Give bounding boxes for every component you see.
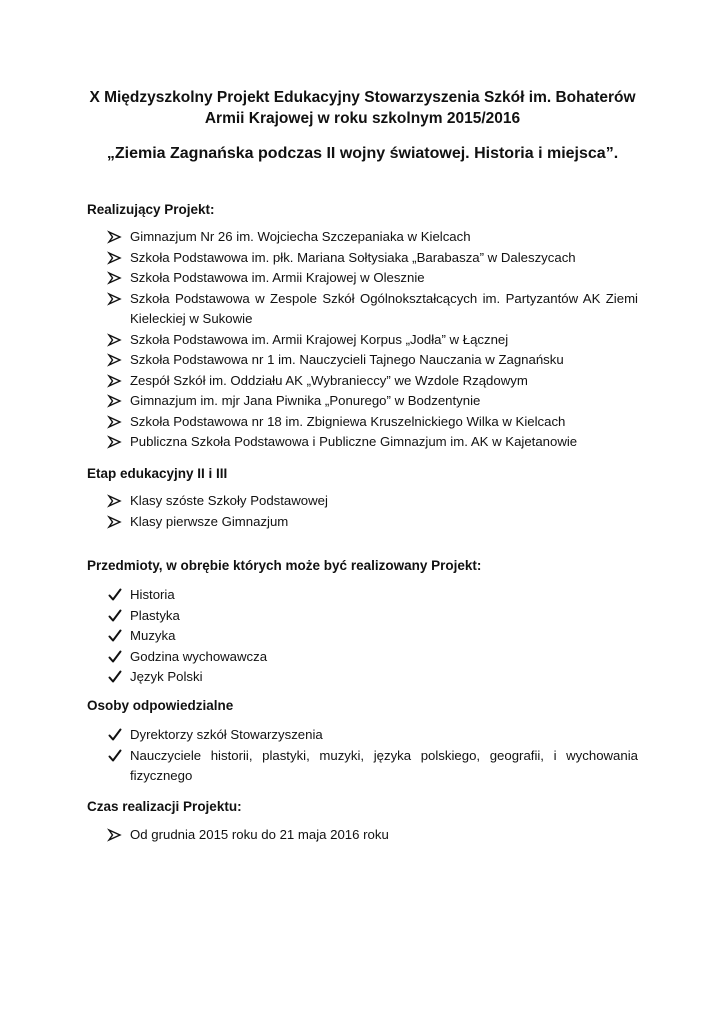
arrowhead-bullet-icon	[107, 825, 123, 845]
document-title-line-2: Armii Krajowej w roku szkolnym 2015/2016	[204, 110, 521, 127]
arrowhead-bullet-icon	[107, 289, 123, 309]
arrowhead-bullet-icon	[107, 432, 123, 452]
arrowhead-bullet-icon	[107, 371, 123, 391]
list-item: Godzina wychowawcza	[87, 647, 638, 668]
list-item: Szkoła Podstawowa w Zespole Szkół Ogólnokształcących im. Partyzantów AK Ziemi Kieleckiej w Sukowie	[87, 289, 638, 330]
list-item: Od grudnia 2015 roku do 21 maja 2016 roku	[87, 825, 638, 846]
arrowhead-bullet-icon	[107, 330, 123, 350]
section-heading-implementers: Realizujący Projekt:	[87, 202, 215, 217]
checkmark-bullet-icon	[107, 725, 123, 745]
list-item: Muzyka	[87, 626, 638, 647]
list-item: Dyrektorzy szkół Stowarzyszenia	[87, 725, 638, 746]
document-title	[60, 87, 665, 129]
list-item: Szkoła Podstawowa im. płk. Mariana Sołtysiaka „Barabasza” w Daleszycach	[87, 248, 638, 269]
checkmark-bullet-icon	[107, 585, 123, 605]
list-item: Szkoła Podstawowa nr 1 im. Nauczycieli Tajnego Nauczania w Zagnańsku	[87, 350, 638, 371]
checkmark-bullet-icon	[107, 667, 123, 687]
arrowhead-bullet-icon	[107, 350, 123, 370]
arrowhead-bullet-icon	[107, 512, 123, 532]
list-item: Szkoła Podstawowa nr 18 im. Zbigniewa Kruszelnickiego Wilka w Kielcach	[87, 412, 638, 433]
arrowhead-bullet-icon	[107, 227, 123, 247]
responsible-persons-list	[87, 725, 638, 787]
checkmark-bullet-icon	[107, 647, 123, 667]
list-item: Zespół Szkół im. Oddziału AK „Wybranieccy” we Wzdole Rządowym	[87, 371, 638, 392]
list-item: Nauczyciele historii, plastyki, muzyki, języka polskiego, geografii, i wychowania fizycznego	[87, 746, 638, 787]
education-stage-list	[87, 491, 638, 532]
arrowhead-bullet-icon	[107, 248, 123, 268]
implementers-list	[87, 227, 638, 453]
list-item: Szkoła Podstawowa im. Armii Krajowej Korpus „Jodła” w Łącznej	[87, 330, 638, 351]
list-item: Gimnazjum im. mjr Jana Piwnika „Ponurego” w Bodzentynie	[87, 391, 638, 412]
arrowhead-bullet-icon	[107, 412, 123, 432]
checkmark-bullet-icon	[107, 606, 123, 626]
arrowhead-bullet-icon	[107, 391, 123, 411]
list-item: Publiczna Szkoła Podstawowa i Publiczne Gimnazjum im. AK w Kajetanowie	[87, 432, 638, 453]
project-timeline-list	[87, 825, 638, 846]
list-item: Klasy szóste Szkoły Podstawowej	[87, 491, 638, 512]
document-title-line-1: X Międzyszkolny Projekt Edukacyjny Stowarzyszenia Szkół im. Bohaterów	[89, 89, 636, 106]
list-item: Klasy pierwsze Gimnazjum	[87, 512, 638, 533]
list-item: Gimnazjum Nr 26 im. Wojciecha Szczepaniaka w Kielcach	[87, 227, 638, 248]
section-heading-subjects: Przedmioty, w obrębie których może być realizowany Projekt:	[87, 558, 482, 573]
list-item: Język Polski	[87, 667, 638, 688]
checkmark-bullet-icon	[107, 626, 123, 646]
list-item: Historia	[87, 585, 638, 606]
section-heading-project-timeline: Czas realizacji Projektu:	[87, 799, 242, 814]
list-item: Plastyka	[87, 606, 638, 627]
section-heading-education-stage: Etap edukacyjny II i III	[87, 466, 228, 481]
list-item: Szkoła Podstawowa im. Armii Krajowej w Olesznie	[87, 268, 638, 289]
arrowhead-bullet-icon	[107, 491, 123, 511]
checkmark-bullet-icon	[107, 746, 123, 766]
arrowhead-bullet-icon	[107, 268, 123, 288]
section-heading-responsible-persons: Osoby odpowiedzialne	[87, 698, 234, 713]
document-subtitle: „Ziemia Zagnańska podczas II wojny światowej. Historia i miejsca”.	[106, 145, 619, 162]
subjects-list	[87, 585, 638, 688]
